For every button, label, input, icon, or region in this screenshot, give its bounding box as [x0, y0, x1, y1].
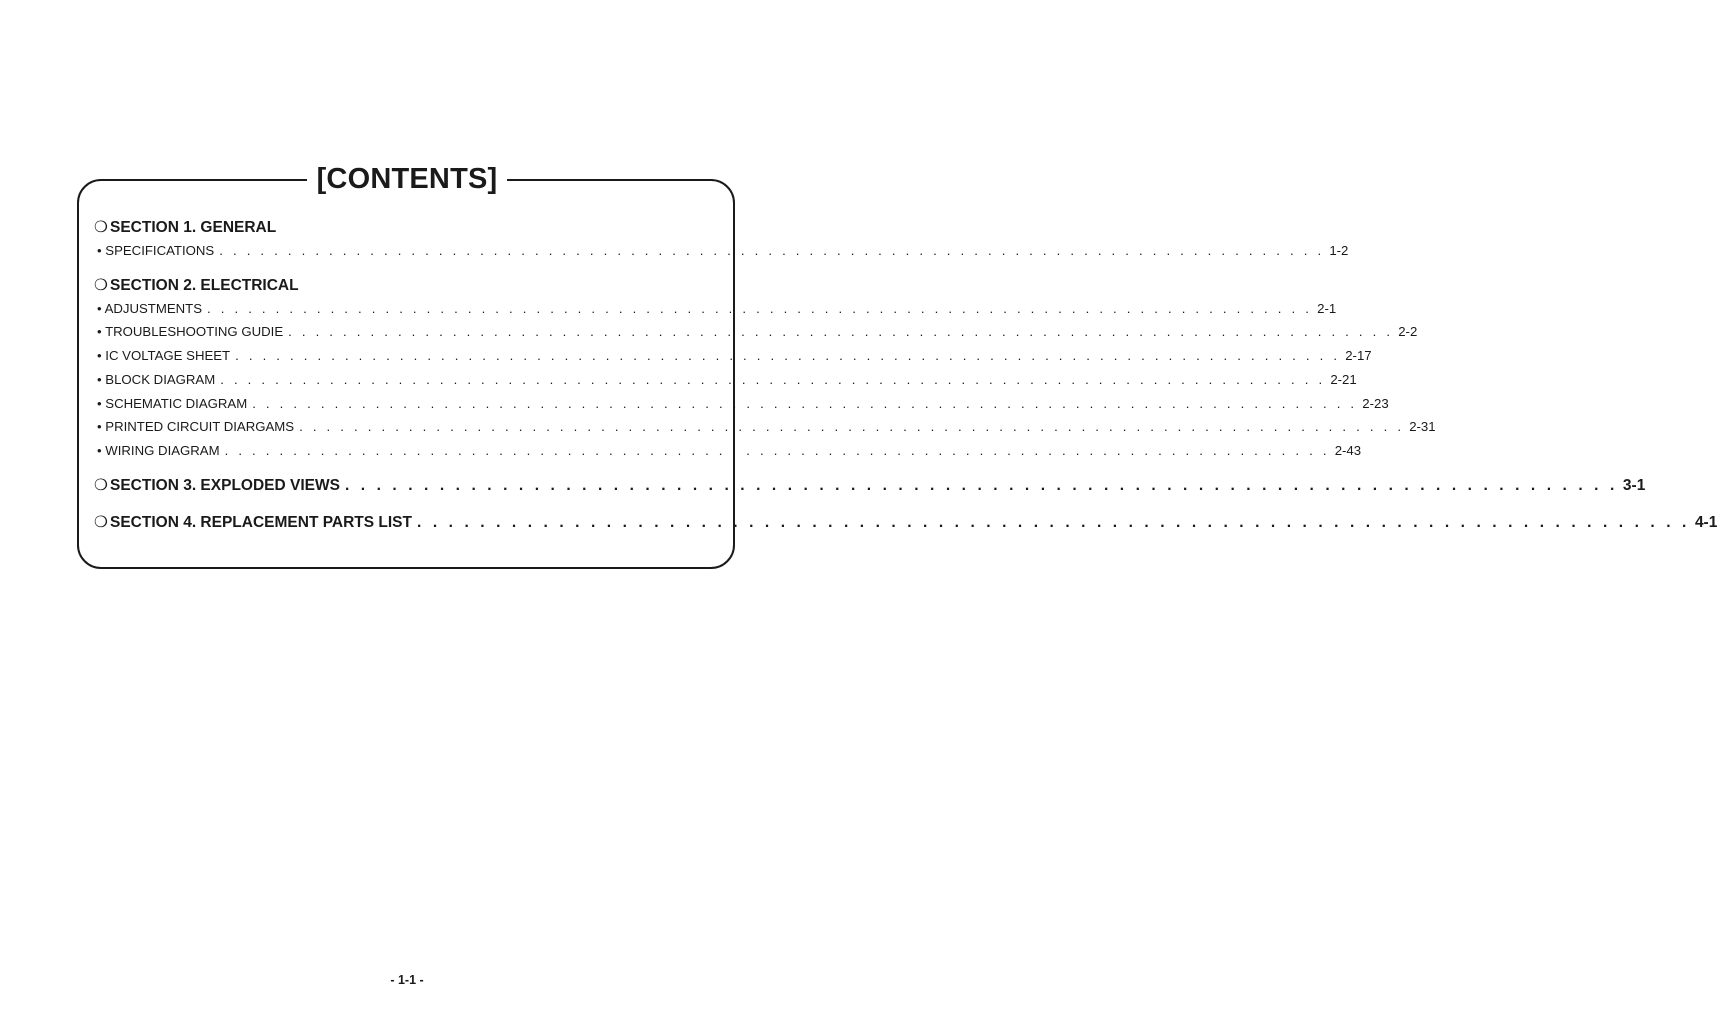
dot-leader: . . . . . . . . . . . . . . . . . . . . . . . . . . . . . . . . . . . . . . . . . . . . . . . . . . . . . . . . . . . . . . . . . . . . . . . . . . . . . . . . . — [417, 514, 1690, 531]
toc-item-label: • SPECIFICATIONS — [97, 243, 215, 258]
title-container — [0, 160, 814, 198]
toc-item-adjustments[interactable] — [97, 300, 1337, 318]
circle-bullet-icon: ❍ — [94, 477, 108, 494]
dot-leader: . . . . . . . . . . . . . . . . . . . . . . . . . . . . . . . . . . . . . . . . . . . . . . . . . . . . . . . . . . . . . . . . . . . . . . . . . . . . . . . . . — [207, 301, 1313, 316]
toc-item-specifications[interactable] — [97, 242, 1349, 260]
toc-item-wiring-diagram[interactable] — [97, 442, 1362, 460]
toc-item-label: • TROUBLESHOOTING GUDIE — [97, 324, 284, 339]
page-number: - 1-1 - — [390, 973, 424, 987]
dot-leader: . . . . . . . . . . . . . . . . . . . . . . . . . . . . . . . . . . . . . . . . . . . . . . . . . . . . . . . . . . . . . . . . . . . . . . . . . . . . . . . . . — [219, 243, 1325, 258]
bullet-icon: • — [97, 324, 102, 339]
toc-item-label: • PRINTED CIRCUIT DIARGAMS — [97, 419, 295, 434]
toc-item-block-diagram[interactable] — [97, 371, 1357, 389]
toc-section-exploded-views[interactable] — [94, 476, 1646, 496]
page-title: [CONTENTS] — [307, 160, 508, 198]
section-heading-exploded-views: ❍ SECTION 3. EXPLODED VIEWS — [94, 477, 340, 494]
section-heading-general — [94, 218, 276, 238]
bullet-icon: • — [97, 443, 102, 458]
toc-item-page: 2-21 — [1330, 372, 1357, 387]
toc-item-ic-voltage-sheet[interactable] — [97, 347, 1372, 365]
toc-item-page: 2-23 — [1362, 396, 1389, 411]
dot-leader: . . . . . . . . . . . . . . . . . . . . . . . . . . . . . . . . . . . . . . . . . . . . . . . . . . . . . . . . . . . . . . . . . . . . . . . . . . . . . . . . . — [344, 477, 1618, 494]
toc-item-printed-circuit-diagrams[interactable] — [97, 418, 1436, 436]
dot-leader: . . . . . . . . . . . . . . . . . . . . . . . . . . . . . . . . . . . . . . . . . . . . . . . . . . . . . . . . . . . . . . . . . . . . . . . . . . . . . . . . . — [288, 324, 1394, 339]
toc-item-label: • WIRING DIAGRAM — [97, 443, 220, 458]
toc-item-label: • SCHEMATIC DIAGRAM — [97, 396, 248, 411]
toc-item-page: 2-2 — [1398, 324, 1418, 339]
toc-item-page: 2-17 — [1345, 348, 1372, 363]
circle-bullet-icon: ❍ — [94, 277, 108, 294]
bullet-icon: • — [97, 396, 102, 411]
section-heading-electrical — [94, 276, 299, 296]
toc-item-page: 1-2 — [1329, 243, 1349, 258]
circle-bullet-icon: ❍ — [94, 514, 108, 531]
bullet-icon: • — [97, 419, 102, 434]
toc-section-replacement-parts-list[interactable] — [94, 513, 1717, 533]
dot-leader: . . . . . . . . . . . . . . . . . . . . . . . . . . . . . . . . . . . . . . . . . . . . . . . . . . . . . . . . . . . . . . . . . . . . . . . . . . . . . . . . . — [220, 372, 1326, 387]
dot-leader: . . . . . . . . . . . . . . . . . . . . . . . . . . . . . . . . . . . . . . . . . . . . . . . . . . . . . . . . . . . . . . . . . . . . . . . . . . . . . . . . . — [299, 419, 1405, 434]
bullet-icon: • — [97, 301, 102, 316]
dot-leader: . . . . . . . . . . . . . . . . . . . . . . . . . . . . . . . . . . . . . . . . . . . . . . . . . . . . . . . . . . . . . . . . . . . . . . . . . . . . . . . . . — [224, 443, 1330, 458]
bullet-icon: • — [97, 348, 102, 363]
dot-leader: . . . . . . . . . . . . . . . . . . . . . . . . . . . . . . . . . . . . . . . . . . . . . . . . . . . . . . . . . . . . . . . . . . . . . . . . . . . . . . . . . — [235, 348, 1341, 363]
section-heading-replacement-parts-list: ❍ SECTION 4. REPLACEMENT PARTS LIST — [94, 514, 412, 531]
dot-leader: . . . . . . . . . . . . . . . . . . . . . . . . . . . . . . . . . . . . . . . . . . . . . . . . . . . . . . . . . . . . . . . . . . . . . . . . . . . . . . . . . — [252, 396, 1358, 411]
bullet-icon: • — [97, 243, 102, 258]
circle-bullet-icon: ❍ — [94, 219, 108, 236]
toc-item-page: 4-1 — [1694, 514, 1717, 531]
section-heading-label: SECTION 1. GENERAL — [110, 219, 277, 236]
toc-item-page: 2-31 — [1409, 419, 1436, 434]
toc-item-page: 2-1 — [1317, 301, 1337, 316]
toc-item-schematic-diagram[interactable] — [97, 395, 1389, 413]
bullet-icon: • — [97, 372, 102, 387]
toc-item-page: 2-43 — [1334, 443, 1362, 458]
section-heading-label: SECTION 2. ELECTRICAL — [110, 277, 299, 294]
toc-item-page: 3-1 — [1622, 477, 1646, 494]
toc-item-label: • IC VOLTAGE SHEET — [97, 348, 231, 363]
toc-item-label: • BLOCK DIAGRAM — [97, 372, 216, 387]
toc-item-label: • ADJUSTMENTS — [97, 301, 203, 316]
toc-item-troubleshooting-guide[interactable] — [97, 323, 1418, 341]
